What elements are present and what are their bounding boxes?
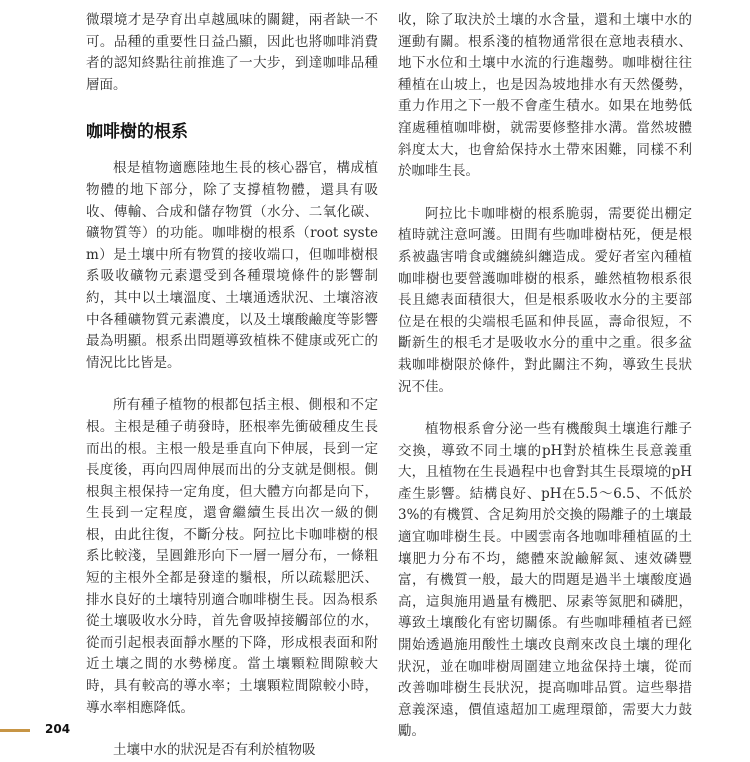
page-number: 204 <box>45 722 71 736</box>
section-heading: 咖啡樹的根系 <box>86 122 188 143</box>
spacer <box>86 147 378 158</box>
body-paragraph: 所有種子植物的根都包括主根、側根和不定根。主根是種子萌發時，胚根率先衝破種皮生長而出的根。主根一般是垂直向下伸展，長到一定長度後，再向四周伸展而出的分支就是側根。側根與主根保持一定角度，但大體方向都是向下，生長到一定程度，還會繼續生長出次一級的側根，由此往復，不斷分枝。阿拉比卡咖啡樹的根系比較淺，呈圓錐形向下一層一層分布，一條粗短的主根外全都是發達的鬚根，所以疏鬆肥沃、排水良好的土壤特別適合咖啡樹生長。因為根系從土壤吸收水分時，首先會吸掉接觸部位的水，從而引起根表面靜水壓的下降，形成根表面和附近土壤之間的水勢梯度。當土壤顆粒間隙較大時，具有較高的導水率；土壤顆粒間隙較小時，導水率相應降低。 <box>86 397 378 716</box>
spacer <box>398 183 692 204</box>
body-paragraph: 根是植物適應陸地生長的核心器官，構成植物體的地下部分，除了支撐植物體，還具有吸收、傳輸、合成和儲存物質（水分、二氧化碳、礦物質等）的功能。咖啡樹的根系（root system）是土壤中所有物質的接收端口，但咖啡樹根系吸收礦物元素還受到各種環境條件的影響制約，其中以土壤溫度、土壤通透狀況、土壤溶液中各種礦物質元素濃度，以及土壤酸鹼度等影響最為明顯。根系出問題導致植株不健康或死亡的情況比比皆是。 <box>86 160 378 371</box>
body-paragraph: 土壤中水的狀況是否有利於植物吸 <box>113 742 316 759</box>
footer-rule <box>0 729 30 732</box>
left-column <box>86 10 378 762</box>
body-paragraph: 收，除了取決於土壤的水含量，還和土壤中水的運動有關。根系淺的植物通常很在意地表積水、地下水位和土壤中水流的行進趨勢。咖啡樹往往種植在山坡上，也是因為坡地排水有天然優勢，重力作用之下一般不會產生積水。如果在地勢低窪處種植咖啡樹，就需要修整排水溝。當然坡體斜度太大，也會給保持水土帶來困難，同樣不利於咖啡生長。 <box>398 12 692 180</box>
body-paragraph: 植物根系會分泌一些有機酸與土壤進行離子交換，導致不同土壤的pH對於植株生長意義重大，且植物在生長過程中也會對其生長環境的pH產生影響。結構良好、pH在5.5～6.5、不低於3%的有機質、含足夠用於交換的陽離子的土壤最適宜咖啡樹生長。中國雲南各地咖啡種植區的土壤肥力分布不均，總體來說鹼解氮、速效磷豐富，有機質一般，最大的問題是過半土壤酸度過高，這與施用過量有機肥、尿素等氮肥和磷肥，導致土壤酸化有密切關係。有些咖啡種植者已經開始透過施用酸性土壤改良劑來改良土壤的理化狀況，並在咖啡樹周圍建立地盆保持土壤，從而改善咖啡樹生長狀況，提高咖啡品質。這些舉措意義深遠，價值遠超加工處理環節，需要大力鼓勵。 <box>398 421 692 740</box>
spacer <box>398 398 692 419</box>
right-column <box>398 10 692 743</box>
spacer <box>86 719 378 740</box>
spacer <box>86 374 378 395</box>
spacer <box>86 96 378 117</box>
intro-paragraph: 微環境才是孕育出卓越風味的關鍵，兩者缺一不可。品種的重要性日益凸顯，因此也將咖啡消費者的認知終點往前推進了一大步，到達咖啡品種層面。 <box>86 12 378 93</box>
body-paragraph: 阿拉比卡咖啡樹的根系脆弱，需要從出棚定植時就注意呵護。田間有些咖啡樹枯死，便是根系被蟲害啃食或纏繞糾纏造成。愛好者室內種植咖啡樹也要營護咖啡樹的根系，雖然植物根系很長且總表面積很大，但是根系吸收水分的主要部位是在根的尖端根毛區和伸長區，壽命很短，不斷新生的根毛才是吸收水分的重中之重。很多盆栽咖啡樹限於條件，對此關注不夠，導致生長狀況不佳。 <box>398 205 692 395</box>
